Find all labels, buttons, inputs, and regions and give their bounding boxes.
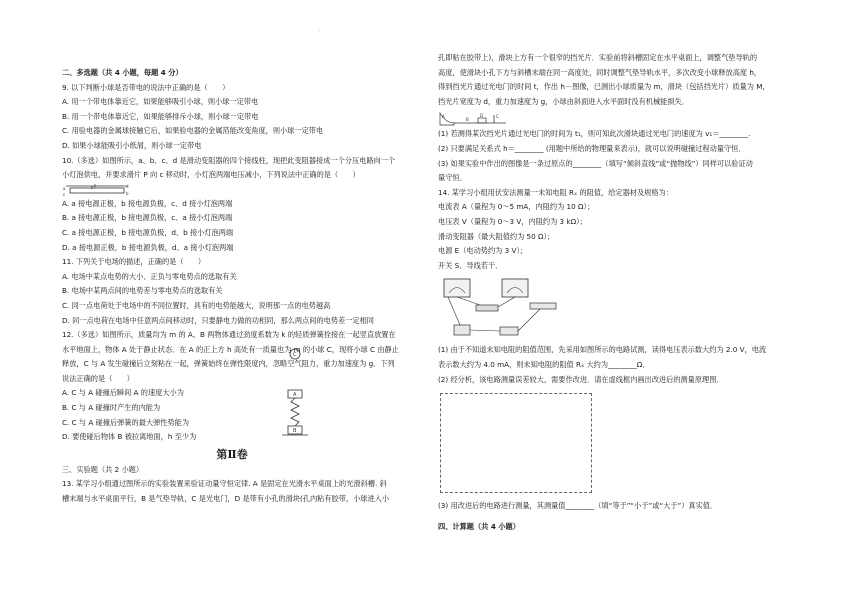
q13-part-3-line-1: (3) 如果实验中作出的图像是一条过原点的________（填写“倾斜直线”或“抛物线”）同样可以验证动 xyxy=(438,158,753,168)
track-label-c: C xyxy=(496,114,499,120)
section-calculation-title: 四、计算题（共 4 小题） xyxy=(438,521,520,531)
q14-part-3: (3) 用改进后的电路进行测量，其测量值________（填“等于”“小于”或“大于”）真实值． xyxy=(438,501,718,511)
block-label-b: B xyxy=(293,428,297,435)
equipment-voltmeter: 电压表 V（量程为 0～3 V，内阻约为 3 kΩ）； xyxy=(438,216,587,226)
q11-option-b: B. 电场中某两点间的电势差与零电势点的选取有关 xyxy=(62,286,223,296)
question-10-line-1: 10.（多选）如图所示，a、b、c、d 是滑动变阻器的四个接线柱，现把此变阻器接成一个分压电路向一个 xyxy=(62,155,396,165)
terminal-label-d: d xyxy=(126,183,129,189)
terminal-label-a: a xyxy=(63,185,66,191)
q13-continued-line-3: 得到挡光片通过光电门的时间 t，作出 h－图像，已测出小球质量为 m，滑块（包括挡光片）质量为 M， xyxy=(438,82,770,92)
q11-option-c: C. 同一点电荷处于电场中的不同位置时，具有的电势能越大，说明那一点的电势越高 xyxy=(62,300,331,310)
q12-option-b: B. C 与 A 碰撞时产生的内能为 xyxy=(62,403,161,413)
track-label-a: A xyxy=(442,114,445,120)
slider-label-p: P xyxy=(94,183,97,189)
q9-option-a: A. 用一个带电体靠近它，如果能够吸引小球，则小球一定带电 xyxy=(62,97,259,107)
q14-part-1-line-2: 表示数大约为 4.0 mA，则未知电阻的阻值 Rₓ 大约为________Ω． xyxy=(438,359,650,369)
equipment-switch-wires: 开关 S、导线若干． xyxy=(438,260,503,270)
question-13-line-2: 槽末端与水平桌面平行，B 是气垫导轨，C 是光电门，D 是带有小孔的滑块(孔内粘有胶带，小球进入小 xyxy=(62,494,390,504)
terminal-label-c: c xyxy=(63,191,66,197)
q13-part-3-line-2: 量守恒． xyxy=(438,173,467,183)
q12-option-a: A. C 与 A 碰撞后瞬间 A 的速度大小为 xyxy=(62,388,184,398)
q9-option-d: D. 如果小球能吸引小纸屑，则小球一定带电 xyxy=(62,140,202,150)
terminal-label-b: b xyxy=(126,190,129,196)
section-experiment-title: 三、实验题（共 2 小题） xyxy=(62,464,144,474)
spring-blocks-diagram xyxy=(280,346,310,450)
part-two-heading: 第Ⅱ卷 xyxy=(216,447,248,461)
q11-option-d: D. 同一点电荷在电场中任意两点间移动时，只要静电力做的功相同，那么两点间的电势差一定相同 xyxy=(62,315,374,325)
q12-option-d: D. 要使碰后物体 B 被拉离地面，h 至少为 xyxy=(62,432,197,442)
q13-continued-line-4: 挡光片宽度为 d，重力加速度为 g，小球由斜面进入水平面时没有机械能损失． xyxy=(438,96,689,106)
question-10-line-2: 小灯泡供电，并要求滑片 P 向 c 移动时，小灯泡两端电压减小，下列说法中正确的是（ ） xyxy=(62,170,360,180)
header-mark: · xyxy=(318,28,320,35)
question-14: 14. 某学习小组用伏安法测量一未知电阻 Rₓ 的阻值，给定器材及规格为： xyxy=(438,187,673,197)
q12-option-c: C. C 与 A 碰撞后弹簧的最大弹性势能为 xyxy=(62,417,190,427)
q13-part-1: (1) 若测得某次挡光片通过光电门的时间为 t₁，则可知此次滑块通过光电门的速度为 v₁＝________. xyxy=(438,129,751,139)
q10-option-d: D. a 接电源正极，b 接电源负极，d、a 接小灯泡两端 xyxy=(62,242,234,252)
circuit-photo-figure xyxy=(438,273,800,343)
q10-option-b: B. a 接电源正极，b 接电源负极，c、a 接小灯泡两端 xyxy=(62,213,233,223)
question-11: 11. 下列关于电场的描述，正确的是（ ） xyxy=(62,257,206,267)
q13-part-2: (2) 只要满足关系式 h＝________ (用题中所给的物理量来表示)，就可以说明碰撞过程动量守恒． xyxy=(438,143,746,153)
equipment-ammeter: 电流表 A（量程为 0～5 mA，内阻约为 10 Ω）； xyxy=(438,202,595,212)
q9-option-b: B. 用一个带电体靠近它，如果能够排斥小球，则小球一定带电 xyxy=(62,111,259,121)
question-13-line-1: 13. 某学习小组通过图所示的实验装置来验证动量守恒定律. A 是固定在光滑水平桌面上的光滑斜槽. 斜 xyxy=(62,479,387,489)
rheostat-diagram xyxy=(62,183,132,197)
question-12-line-1: 12.（多选）如图所示，质量均为 m 的 A、B 两物体通过劲度系数为 k 的轻质弹簧拴接在一起竖直放置在 xyxy=(62,330,396,340)
equipment-rheostat: 滑动变阻器（最大阻值约为 50 Ω）； xyxy=(438,231,555,241)
section-multiple-choice-title: 二、多选题（共 4 小题，每题 4 分） xyxy=(62,68,183,77)
question-12-line-2: 水平地面上，物体 A 处于静止状态．在 A 的正上方 h 高处有一质量也为 m 的小球 C，现将小球 C 由静止 xyxy=(62,344,399,354)
right-column xyxy=(438,51,800,534)
block-label-a: A xyxy=(293,392,297,399)
q11-option-a: A. 电场中某点电势的大小、正负与零电势点的选取有关 xyxy=(62,271,237,281)
track-label-d: D xyxy=(480,113,484,119)
q14-part-2: (2) 经分析，该电路测量误差较大，需要作改进．请在虚线框内画出改进后的测量原理图． xyxy=(438,374,724,384)
circuit-equipment-diagram xyxy=(440,275,558,341)
question-9: 9. 以下判断小球是否带电的说法中正确的是（ ） xyxy=(62,82,230,92)
rheostat-figure xyxy=(62,183,402,197)
q9-option-c: C. 用验电器的金属球接触它后，如果验电器的金属箔能改变角度，则小球一定带电 xyxy=(62,126,324,136)
drawing-answer-box[interactable] xyxy=(440,393,592,493)
track-label-b: B xyxy=(466,117,469,123)
q10-option-c: C. a 接电源正极，b 接电源负极，d、b 接小灯泡两端 xyxy=(62,227,234,237)
left-column xyxy=(62,66,402,507)
question-12-line-4: 说法正确的是（ ） xyxy=(62,373,134,383)
question-12-line-3: 释放，C 与 A 发生碰撞后立刻粘在一起，弹簧始终在弹性限度内，忽略空气阻力，重力加速度为 g．下列 xyxy=(62,359,395,369)
air-track-figure xyxy=(438,109,800,127)
air-track-diagram xyxy=(438,109,508,127)
equipment-power-source: 电源 E（电动势约为 3 V）； xyxy=(438,246,528,256)
q13-continued-line-2: 高度，使滑块小孔下方与斜槽末端在同一高度处，同时调整气垫导轨水平，多次改变小球释放高度 h， xyxy=(438,67,762,77)
q14-part-1-line-1: (1) 由于不知道未知电阻的阻值范围，先采用如图所示的电路试测，读得电压表示数大约为 2.0 V，电流 xyxy=(438,345,767,355)
q13-continued-line-1: 孔即粘在胶带上)，滑块上方有一个很窄的挡光片．实验前将斜槽固定在水平桌面上，调整气垫导轨的 xyxy=(438,53,758,62)
q10-option-a: A. a 接电源正极，b 接电源负极，c、d 接小灯泡两端 xyxy=(62,198,233,208)
ball-label-c: C xyxy=(293,352,297,359)
